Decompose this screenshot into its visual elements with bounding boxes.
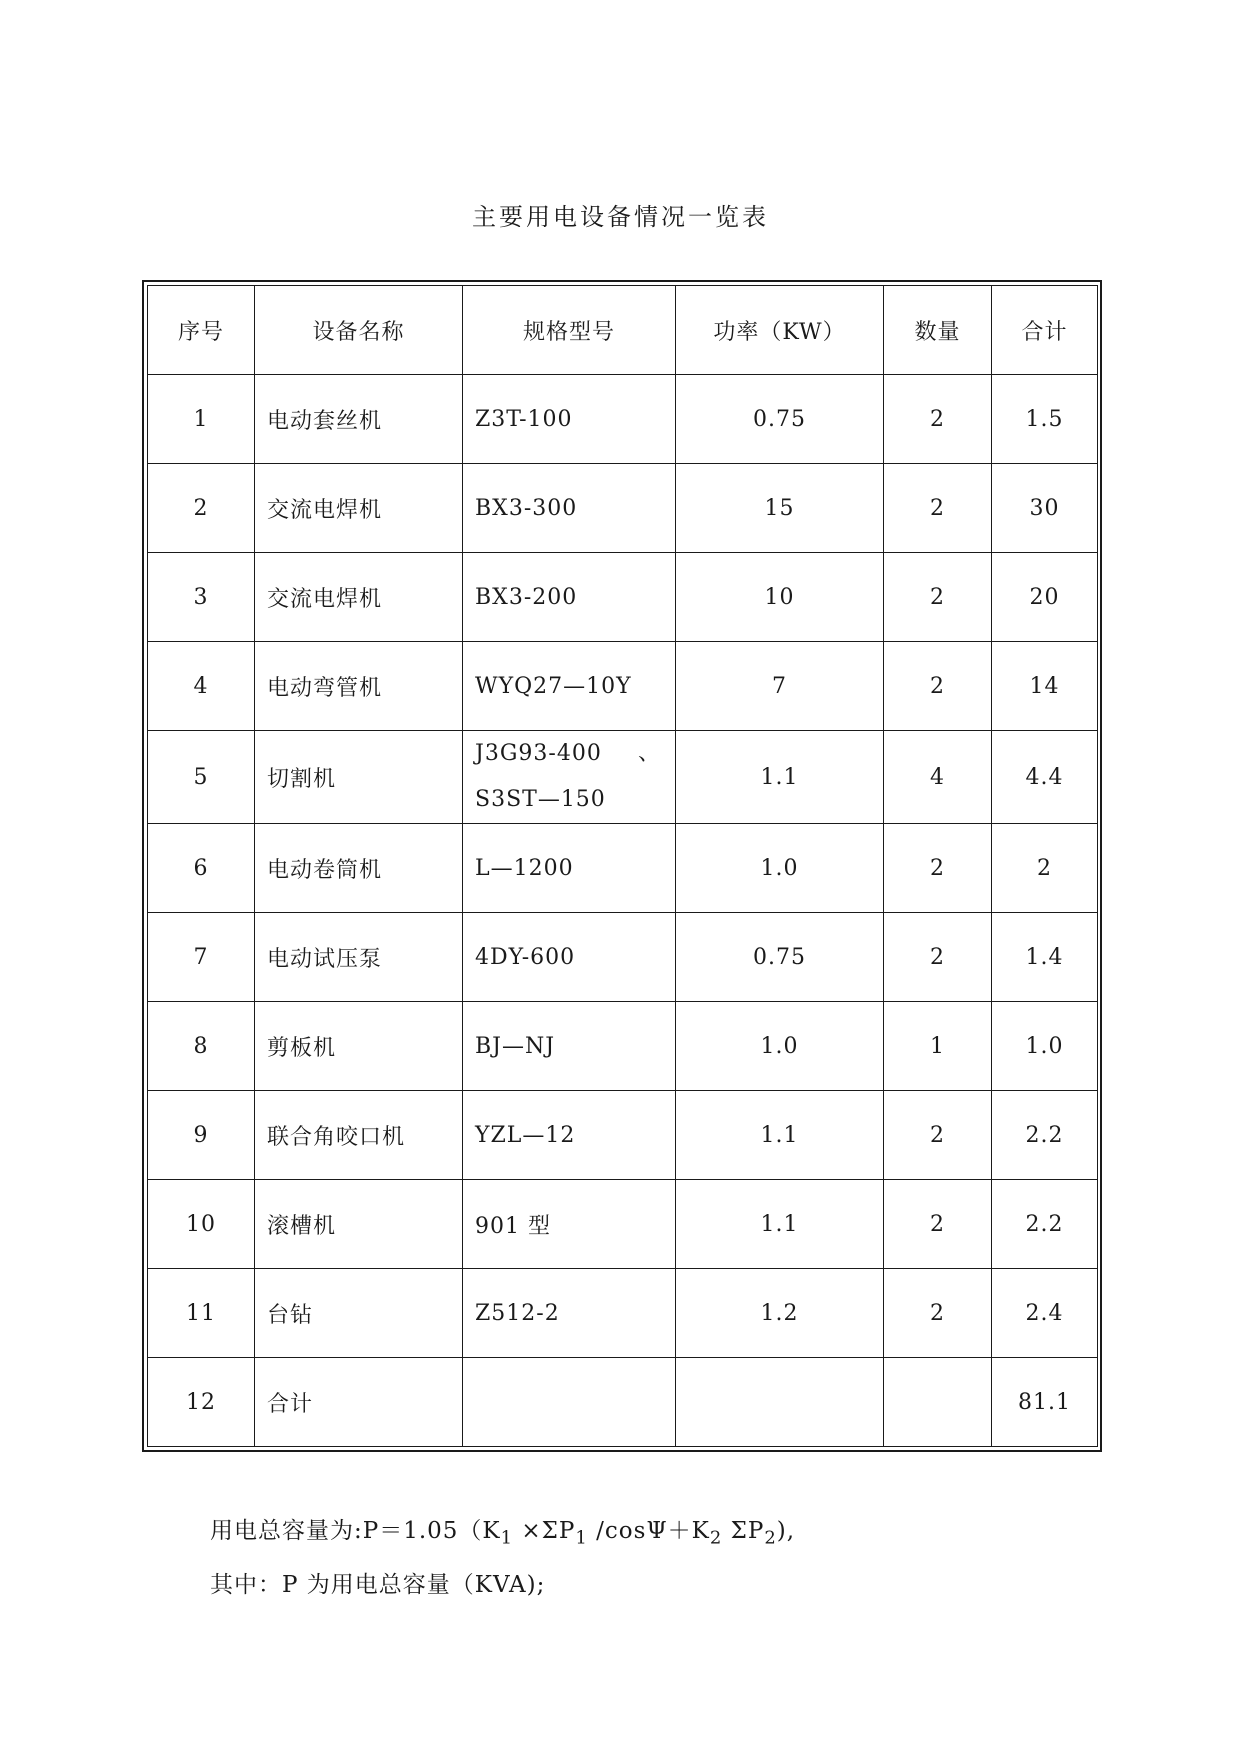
table-row	[148, 1091, 1098, 1180]
cell-spec: Z512-2	[463, 1269, 676, 1358]
cell-power: 0.75	[676, 375, 884, 464]
cell-total: 2.4	[992, 1269, 1098, 1358]
cell-power: 15	[676, 464, 884, 553]
page-title: 主要用电设备情况一览表	[472, 203, 769, 231]
formula-prefix: 用电总容量为:P＝1.05（K	[210, 1518, 501, 1544]
cell-name: 剪板机	[255, 1002, 463, 1091]
cell-no: 8	[148, 1002, 255, 1091]
cell-total: 1.4	[992, 913, 1098, 1002]
cell-power: 1.1	[676, 1180, 884, 1269]
formula-mid-1: ×ΣP	[513, 1518, 576, 1544]
cell-power: 1.0	[676, 824, 884, 913]
notes-block	[210, 1508, 1110, 1608]
cell-no: 2	[148, 464, 255, 553]
cell-qty: 2	[884, 642, 992, 731]
cell-no: 3	[148, 553, 255, 642]
formula-sub-k1: 1	[500, 1527, 514, 1549]
cell-name: 交流电焊机	[255, 553, 463, 642]
cell-total: 81.1	[992, 1358, 1098, 1447]
cell-no: 7	[148, 913, 255, 1002]
cell-name: 合计	[255, 1358, 463, 1447]
definition-line: 其中：P 为用电总容量（KVA);	[210, 1571, 546, 1598]
cell-power: 1.2	[676, 1269, 884, 1358]
cell-no: 6	[148, 824, 255, 913]
cell-total: 1.5	[992, 375, 1098, 464]
cell-no: 9	[148, 1091, 255, 1180]
cell-power	[676, 1358, 884, 1447]
table-row	[148, 731, 1098, 824]
cell-qty: 2	[884, 464, 992, 553]
cell-qty: 2	[884, 824, 992, 913]
cell-name: 电动试压泵	[255, 913, 463, 1002]
cell-name: 联合角咬口机	[255, 1091, 463, 1180]
cell-qty: 2	[884, 913, 992, 1002]
cell-spec: WYQ27—10Y	[463, 642, 676, 731]
cell-spec: BX3-200	[463, 553, 676, 642]
cell-total: 20	[992, 553, 1098, 642]
cell-name: 切割机	[255, 731, 463, 824]
cell-name: 电动套丝机	[255, 375, 463, 464]
header-spec: 规格型号	[463, 286, 676, 375]
spec-line-2: S3ST—150	[475, 787, 606, 812]
table-row	[148, 553, 1098, 642]
cell-qty: 2	[884, 553, 992, 642]
cell-total: 2.2	[992, 1091, 1098, 1180]
cell-no: 5	[148, 731, 255, 824]
table-row	[148, 1180, 1098, 1269]
header-no: 序号	[148, 286, 255, 375]
cell-qty: 4	[884, 731, 992, 824]
cell-power: 7	[676, 642, 884, 731]
header-power: 功率（KW）	[676, 286, 884, 375]
cell-spec: 4DY-600	[463, 913, 676, 1002]
formula-suffix: ),	[776, 1518, 796, 1544]
cell-total: 2	[992, 824, 1098, 913]
cell-power: 1.1	[676, 731, 884, 824]
cell-name: 交流电焊机	[255, 464, 463, 553]
formula-mid-3: ΣP	[722, 1518, 765, 1544]
cell-spec: BJ—NJ	[463, 1002, 676, 1091]
table-row	[148, 913, 1098, 1002]
table-row	[148, 824, 1098, 913]
cell-spec	[463, 1358, 676, 1447]
table-row	[148, 464, 1098, 553]
table-header-row	[148, 286, 1098, 375]
formula-sub-p2: 2	[764, 1527, 777, 1549]
formula-line	[210, 1508, 1110, 1562]
header-qty: 数量	[884, 286, 992, 375]
table-row	[148, 1002, 1098, 1091]
cell-name: 滚槽机	[255, 1180, 463, 1269]
cell-no: 1	[148, 375, 255, 464]
cell-total: 1.0	[992, 1002, 1098, 1091]
cell-qty: 2	[884, 1180, 992, 1269]
cell-qty: 2	[884, 1269, 992, 1358]
formula-mid-2: /cosΨ＋K	[587, 1518, 710, 1544]
cell-qty: 2	[884, 375, 992, 464]
header-name: 设备名称	[255, 286, 463, 375]
cell-total: 4.4	[992, 731, 1098, 824]
formula-sub-k2: 2	[709, 1527, 723, 1549]
cell-name: 台钻	[255, 1269, 463, 1358]
cell-power: 10	[676, 553, 884, 642]
equipment-table	[147, 285, 1098, 1447]
cell-power: 0.75	[676, 913, 884, 1002]
cell-spec: 901 型	[463, 1180, 676, 1269]
cell-total: 30	[992, 464, 1098, 553]
formula-sub-p1: 1	[575, 1527, 588, 1549]
cell-total: 14	[992, 642, 1098, 731]
cell-total: 2.2	[992, 1180, 1098, 1269]
cell-spec: L—1200	[463, 824, 676, 913]
table-row	[148, 642, 1098, 731]
spec-separator: 、	[637, 741, 661, 766]
spec-line-1: J3G93-400	[475, 741, 602, 766]
cell-spec: YZL—12	[463, 1091, 676, 1180]
cell-no: 4	[148, 642, 255, 731]
table-row	[148, 375, 1098, 464]
cell-power: 1.0	[676, 1002, 884, 1091]
cell-power: 1.1	[676, 1091, 884, 1180]
equipment-table-frame	[142, 280, 1102, 1452]
cell-qty: 1	[884, 1002, 992, 1091]
table-row	[148, 1269, 1098, 1358]
cell-qty: 2	[884, 1091, 992, 1180]
cell-no: 12	[148, 1358, 255, 1447]
cell-spec: Z3T-100	[463, 375, 676, 464]
cell-name: 电动卷筒机	[255, 824, 463, 913]
cell-name: 电动弯管机	[255, 642, 463, 731]
cell-no: 10	[148, 1180, 255, 1269]
cell-no: 11	[148, 1269, 255, 1358]
cell-spec: BX3-300	[463, 464, 676, 553]
cell-qty	[884, 1358, 992, 1447]
table-row-total	[148, 1358, 1098, 1447]
header-total: 合计	[992, 286, 1098, 375]
cell-spec	[463, 731, 676, 824]
